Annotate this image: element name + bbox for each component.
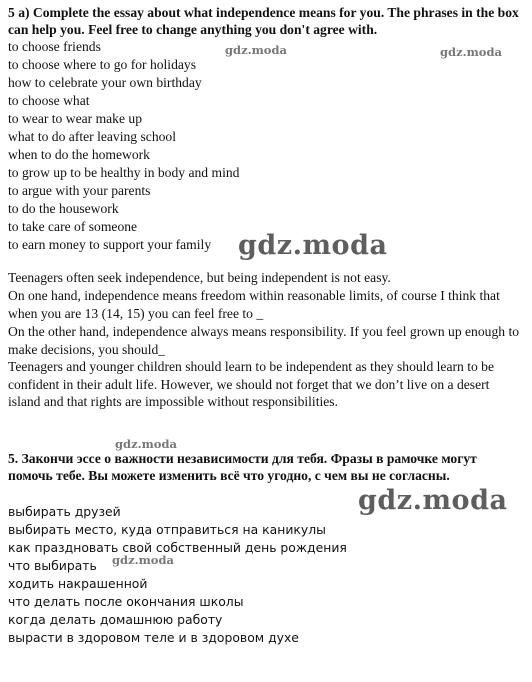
essay-paragraph: On the other hand, independence always means responsibility. If you feel grown up enough to make decisions, you should_ (8, 324, 520, 357)
phrase-item: выбирать друзей (8, 504, 121, 519)
phrase-item: to choose where to go for holidays (8, 57, 197, 72)
phrase-item: to grow up to be healthy in body and mind (8, 165, 240, 180)
phrase-item: выбирать место, куда отправиться на каникулы (8, 522, 326, 537)
watermark: gdz.moda (115, 437, 177, 451)
phrase-item: ходить накрашенной (8, 576, 148, 591)
phrase-item: что делать после окончания школы (8, 594, 244, 609)
essay-paragraph: Teenagers and younger children should learn to be independent as they should learn to be confident in their adult life. However, we should not forget that we don’t live on a desert island and that rights are impossible without responsibilities. (8, 359, 495, 409)
phrase-item: как праздновать свой собственный день рождения (8, 540, 347, 555)
task-heading-en: 5 a) Complete the essay about what independence means for you. The phrases in the box can help you. Feel free to change anything you don't agree with. (8, 5, 519, 37)
phrase-item: to take care of someone (8, 219, 138, 234)
watermark: gdz.moda (440, 45, 502, 59)
phrase-item: what to do after leaving school (8, 129, 176, 144)
watermark: gdz.moda (112, 553, 174, 567)
task-heading-ru: 5. Закончи эссе о важности независимости для тебя. Фразы в рамочке могут помочь тебе. Вы можете изменить всё что угодно, с чем вы не согласны. (8, 451, 477, 483)
phrase-item: to choose friends (8, 39, 101, 54)
phrase-item: to earn money to support your family (8, 237, 212, 252)
watermark: gdz.moda (238, 230, 388, 261)
phrase-item: to argue with your parents (8, 183, 151, 198)
phrase-item: вырасти в здоровом теле и в здоровом духе (8, 630, 299, 645)
essay-paragraph: Teenagers often seek independence, but being independent is not easy. (8, 270, 391, 285)
phrase-item: to do the housework (8, 201, 119, 216)
phrase-item: when to do the homework (8, 147, 150, 162)
essay-paragraph: On one hand, independence means freedom within reasonable limits, of course I think that when you are 13 (14, 15) you can feel free to _ (8, 288, 500, 321)
phrase-item: to wear to wear make up (8, 111, 142, 126)
phrase-item: how to celebrate your own birthday (8, 75, 202, 90)
phrase-item: to choose what (8, 93, 90, 108)
phrase-item: что выбирать (8, 558, 97, 573)
watermark: gdz.moda (225, 43, 287, 57)
phrase-item: когда делать домашнюю работу (8, 612, 223, 627)
watermark: gdz.moda (358, 485, 508, 516)
